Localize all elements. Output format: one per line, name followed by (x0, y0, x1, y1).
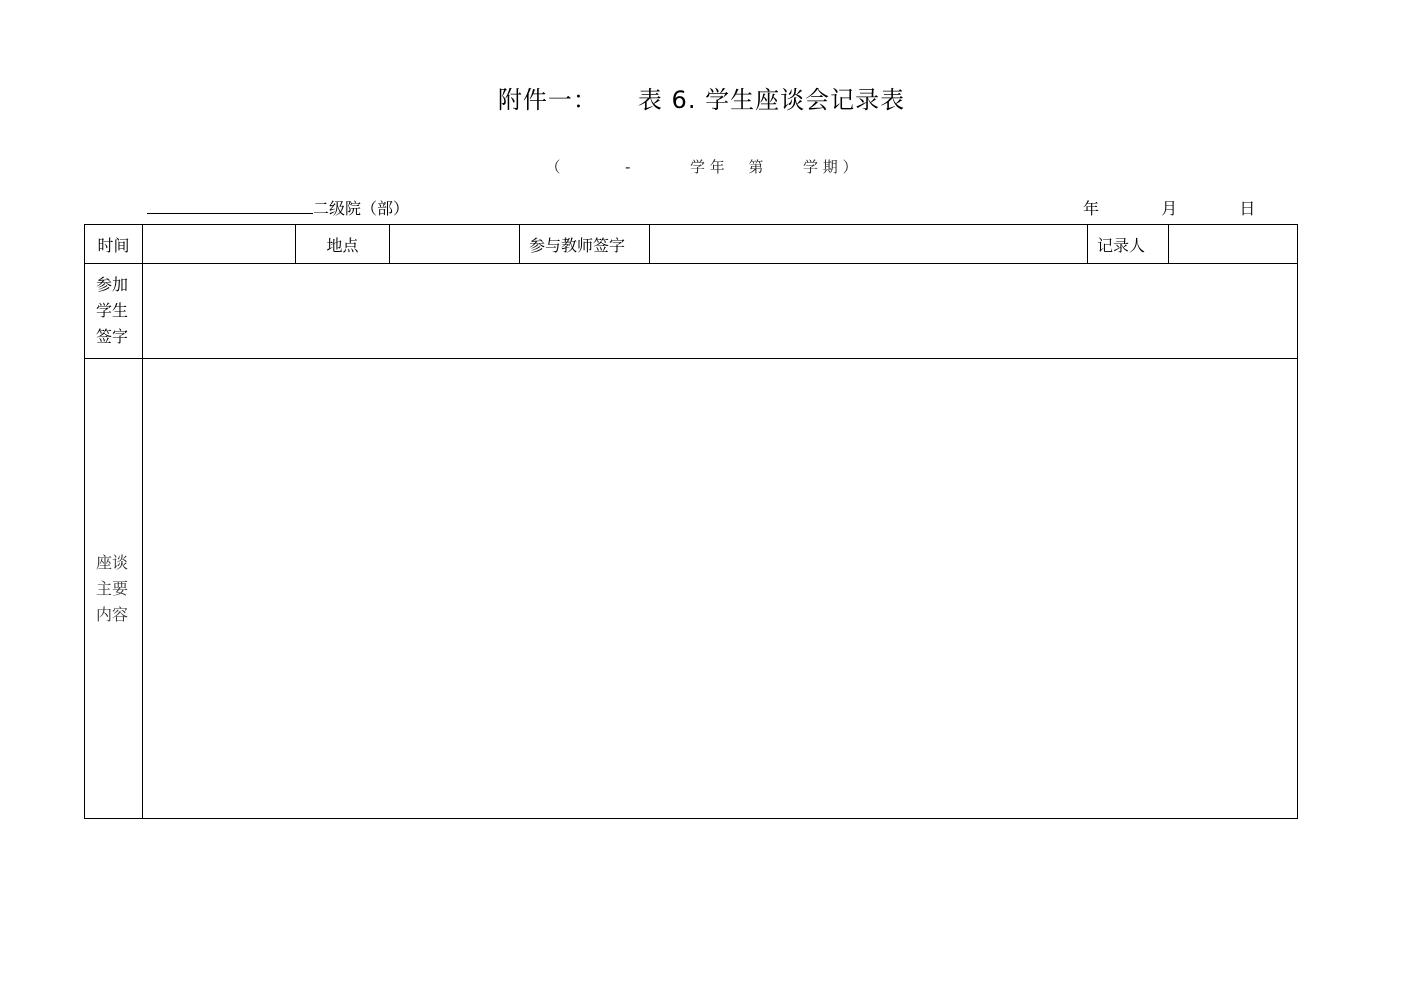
location-label: 地点 (296, 225, 390, 264)
title-main: 表 6. 学生座谈会记录表 (637, 86, 906, 114)
college-label: 二级院（部） (313, 199, 410, 218)
term-year: 学 年 (690, 158, 725, 176)
table-row (85, 359, 1298, 819)
content-label-line: 主要 (96, 578, 129, 598)
content-label (85, 359, 143, 819)
title-prefix: 附件一： (497, 86, 598, 114)
time-label: 时间 (85, 225, 143, 264)
student-sign-field[interactable] (143, 264, 1298, 359)
student-sign-label (85, 264, 143, 359)
content-label-line: 内容 (96, 604, 129, 624)
term-close: ） (842, 158, 858, 176)
recorder-label: 记录人 (1088, 225, 1169, 264)
recorder-field[interactable] (1169, 225, 1298, 264)
date-day: 日 (1239, 199, 1256, 218)
term-di: 第 (748, 158, 764, 176)
date-line (1083, 196, 1255, 219)
college-blank[interactable] (147, 197, 313, 214)
content-field[interactable] (143, 359, 1298, 819)
term-open: （ (545, 158, 561, 176)
student-sign-line: 签字 (96, 327, 129, 346)
table-row (85, 225, 1298, 264)
content-label-line: 座谈 (96, 552, 129, 572)
term-dash: - (625, 158, 631, 176)
term-semester: 学 期 (802, 158, 838, 176)
student-sign-line: 参加 (96, 275, 129, 294)
time-field[interactable] (143, 225, 296, 264)
date-year: 年 (1083, 199, 1100, 218)
table-row (85, 264, 1298, 359)
form-title (0, 80, 1403, 115)
teacher-sign-field[interactable] (650, 225, 1088, 264)
college-line (147, 196, 409, 219)
date-month: 月 (1161, 199, 1178, 218)
student-sign-line: 学生 (96, 301, 129, 320)
teacher-sign-label: 参与教师签字 (520, 225, 650, 264)
record-table (84, 224, 1298, 819)
term-line (0, 156, 1403, 177)
location-field[interactable] (390, 225, 520, 264)
